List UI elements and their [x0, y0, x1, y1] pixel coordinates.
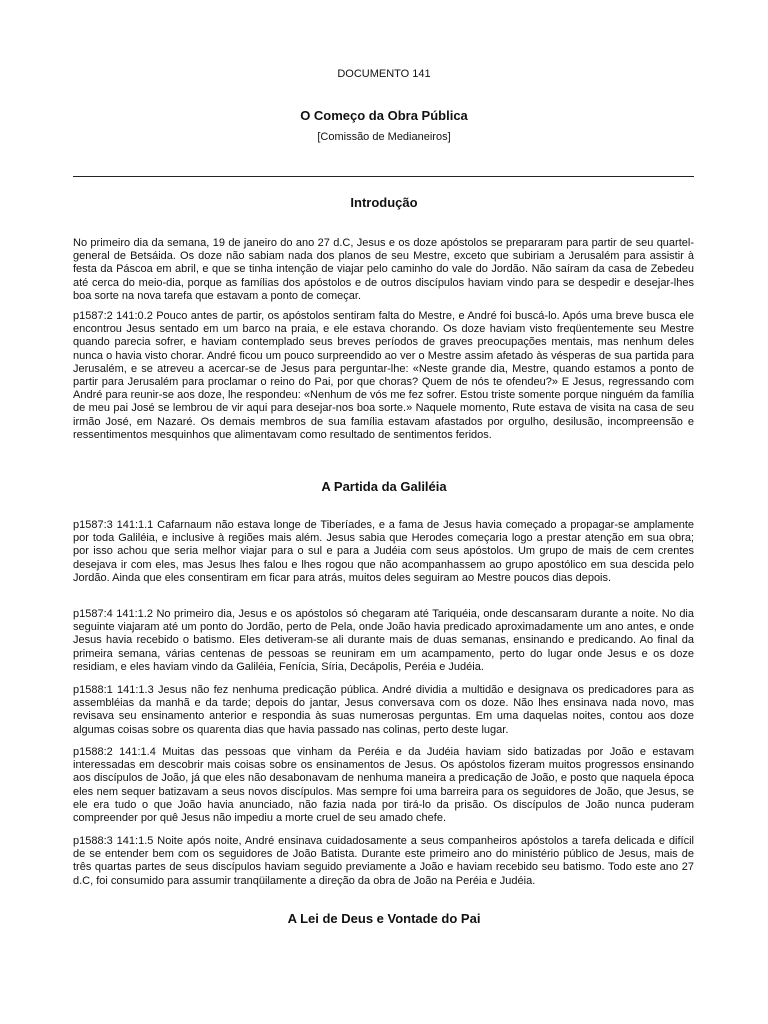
document-subtitle: [Comissão de Medianeiros]: [317, 131, 451, 143]
section-heading-lei-de-deus: A Lei de Deus e Vontade do Pai: [287, 911, 481, 926]
document-title: O Começo da Obra Pública: [300, 108, 468, 123]
paragraph-partida-2: p1587:4 141:1.2 No primeiro dia, Jesus e os apóstolos só chegaram até Tariquéia, onde descansaram durante a noite. No dia seguinte viajaram até um ponto do Jordão, perto de Pela, onde João havia predicado aproximadamente um ano antes, e onde Jesus havia recebido o batismo. Eles detiveram-se ali durante mais de duas semanas, ensinando e predicando. Ao final da primeira semana, várias centenas de pessoas se reuniram em um acampamento, perto do lugar onde Jesus e os doze residiam, e eles haviam vindo da Galiléia, Fenícia, Síria, Decápolis, Peréia e Judéia.: [73, 608, 694, 673]
paragraph-partida-5: p1588:3 141:1.5 Noite após noite, André ensinava cuidadosamente a seus companheiros apóstolos a tarefa delicada e difícil de se entender bem com os seguidores de João Batista. Durante este primeiro ano do ministério público de Jesus, mais de três quartas partes de seus discípulos haviam seguido previamente a João e haviam recebido seu batismo. Todo este ano 27 d.C, foi consumido para assumir tranqüilamente a direção da obra de João na Peréia e Judéia.: [73, 835, 694, 887]
document-number: DOCUMENTO 141: [337, 68, 431, 80]
section-heading-partida: A Partida da Galiléia: [321, 479, 447, 494]
header-divider: [73, 176, 694, 177]
paragraph-partida-3: p1588:1 141:1.3 Jesus não fez nenhuma predicação pública. André dividia a multidão e designava os predicadores para as assembléias da manhã e da tarde; depois do jantar, Jesus conversava com os doze. Não lhes ensinava nada novo, mas revisava seu ensinamento anterior e respondia às suas numerosas perguntas. Em uma daquelas noites, contou aos doze algumas coisas sobre os quarenta dias que havia passado nas colinas, perto deste lugar.: [73, 684, 694, 736]
paragraph-partida-4: p1588:2 141:1.4 Muitas das pessoas que vinham da Peréia e da Judéia haviam sido batizadas por João e estavam interessadas em descobrir mais coisas sobre os ensinamentos de Jesus. Os apóstolos fizeram muitos progressos ensinando aos discípulos de João, já que eles não desabonavam de nenhuma maneira a predicação de João, e posto que naquela época eles nem sequer batizavam a seus novos discípulos. Mas sempre foi uma barreira para os seguidores de João, que Jesus, se ele era tudo o que João havia anunciado, não fazia nada por tirá-lo da prisão. Os discípulos de João nunca puderam compreender por quê Jesus não impediu a morte cruel de seu amado chefe.: [73, 746, 694, 825]
paragraph-intro-1: No primeiro dia da semana, 19 de janeiro do ano 27 d.C, Jesus e os doze apóstolos se prepararam para partir de seu quartel-general de Betsáida. Os doze não sabiam nada dos planos de seu Mestre, exceto que subiriam a Jerusalém para assistir à festa da Páscoa em abril, e que se tinha intenção de viajar pelo caminho do vale do Jordão. Não saíram da casa de Zebedeu até cerca do meio-dia, porque as famílias dos apóstolos e de outros discípulos haviam vindo para se despedir e desejar-lhes boa sorte na nova tarefa que estavam a ponto de começar.: [73, 237, 694, 302]
paragraph-intro-2: p1587:2 141:0.2 Pouco antes de partir, os apóstolos sentiram falta do Mestre, e André foi buscá-lo. Após uma breve busca ele encontrou Jesus sentado em um barco na praia, e ele estava chorando. Os doze haviam visto freqüentemente seu Mestre quando parecia sofrer, e haviam contemplado seus breves períodos de graves preocupações mentais, mas nenhum deles nunca o havia visto chorar. André ficou um pouco surpreendido ao ver o Mestre assim afetado às vésperas de sua partida para Jerusalém, e se atreveu a acercar-se de Jesus para perguntar-lhe: «Neste grande dia, Mestre, quando estamos a ponto de partir para Jerusalém para proclamar o reino do Pai, por que choras? Quem de nós te ofendeu?» E Jesus, regressando com André para reunir-se aos doze, lhe respondeu: «Nenhum de vós me fez sofrer. Estou triste somente porque ninguém da família de meu pai José se lembrou de vir aqui para desejar-nos boa sorte.» Naquele momento, Rute estava de visita na casa de seu irmão José, em Nazaré. Os demais membros de sua família estavam afastados por orgulho, desilusão, incompreensão e ressentimentos mesquinhos que alimentavam como resultado de sentimentos feridos.: [73, 310, 694, 441]
section-heading-introducao: Introdução: [350, 195, 418, 210]
paragraph-partida-1: p1587:3 141:1.1 Cafarnaum não estava longe de Tiberíades, e a fama de Jesus havia começado a propagar-se amplamente por toda Galiléia, e inclusive à regiões mais além. Jesus sabia que Herodes começaria logo a prestar atenção em sua obra; por isso achou que seria melhor viajar para o sul e para a Judéia com seus apóstolos. Um grupo de mais de cem crentes desejava ir com eles, mas Jesus lhes falou e lhes rogou que não acompanhassem ao grupo apostólico em sua descida pelo Jordão. Ainda que eles consentiram em ficar para atrás, muitos deles seguiram ao Mestre poucos dias depois.: [73, 519, 694, 584]
